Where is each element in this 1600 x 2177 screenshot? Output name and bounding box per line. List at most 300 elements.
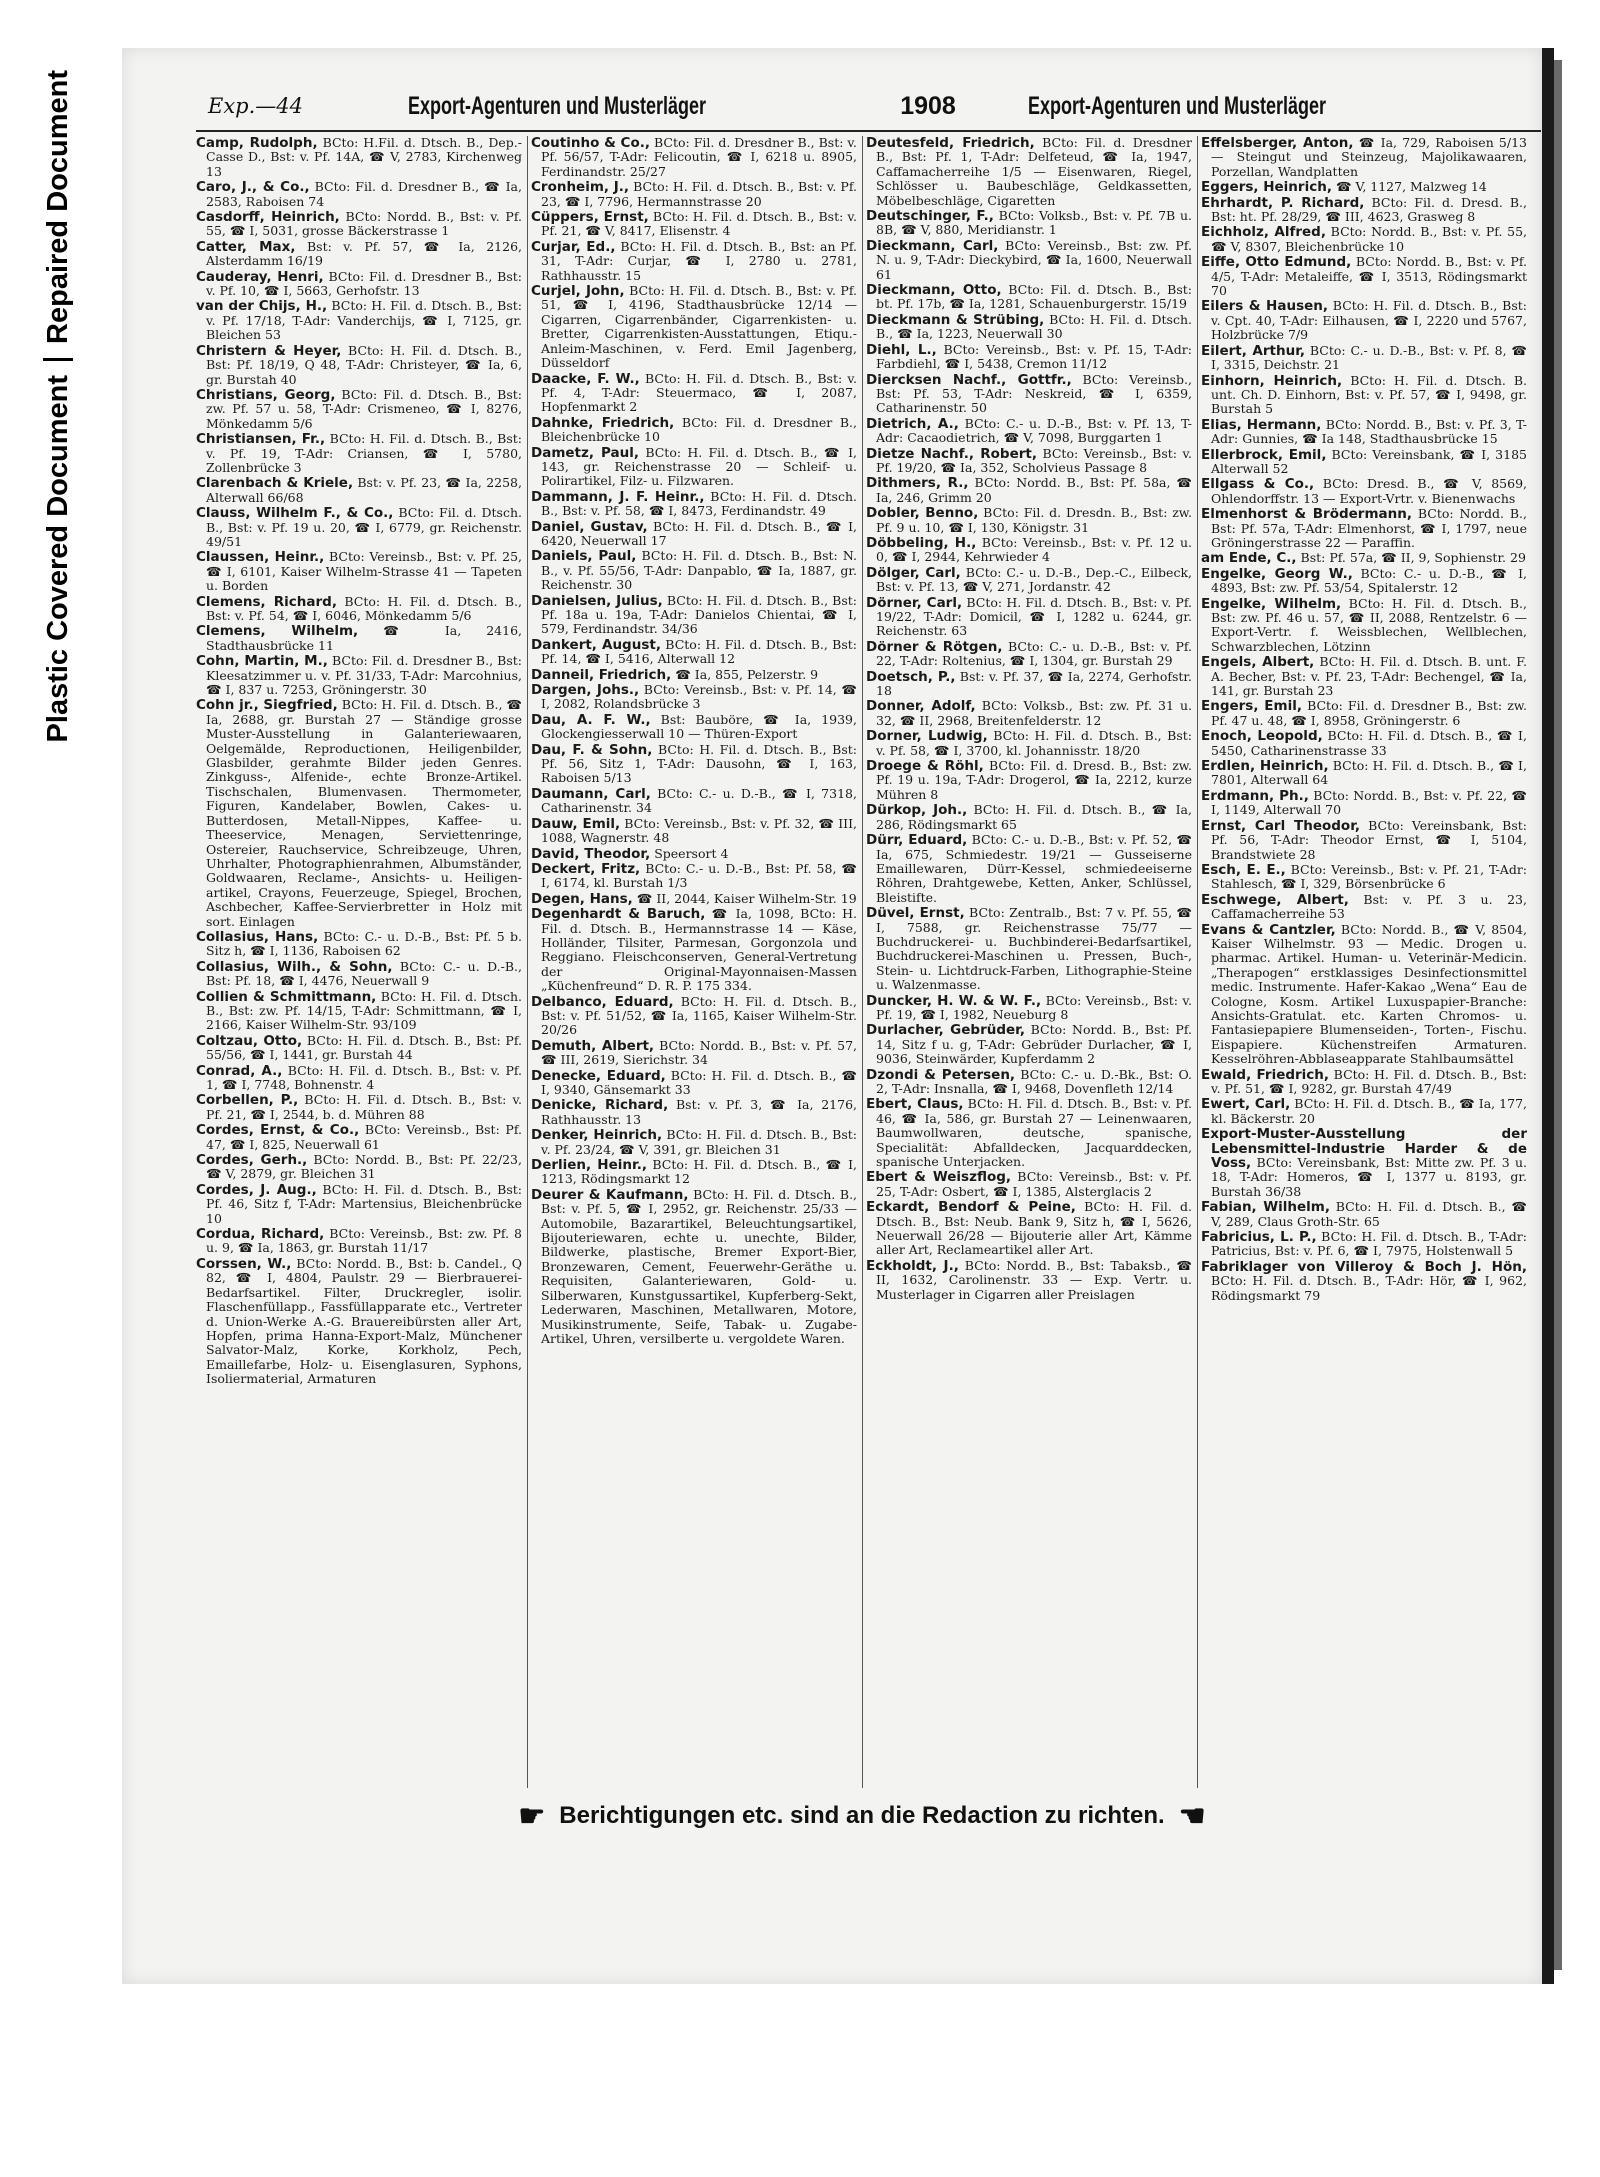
entry-name: Einhorn, Heinrich,	[1201, 372, 1343, 389]
entry-details: ☎ V, 1127, Malzweg 14	[1335, 179, 1487, 195]
directory-entry	[866, 417, 1192, 446]
directory-entry	[196, 240, 522, 269]
entry-details: BCto: H. Fil. d. Dtsch. B., ☎ I, 7801, Alterwall 64	[1211, 758, 1527, 788]
directory-entry	[866, 729, 1192, 758]
directory-entry	[531, 549, 857, 592]
directory-entry	[531, 743, 857, 786]
entry-details: BCto: H. Fil. d. Dtsch. B., Bst: an Pf. 31, T-Adr: Curjar, ☎ I, 2780 u. 2781, Rathhausstr. 15	[541, 238, 857, 283]
entry-name: Catter, Max,	[196, 238, 296, 255]
entry-details: BCto: Nordd. B., Bst: Pf. 58a, ☎ Ia, 246, Grimm 20	[876, 475, 1192, 505]
entry-name: Cohn, Martin, M.,	[196, 653, 328, 670]
entry-details: BCto: H. Fil. d. Dtsch. B., ☎ Ia, 177, kl. Bäckerstr. 20	[1211, 1096, 1527, 1126]
entry-name: Fabian, Wilhelm,	[1201, 1199, 1330, 1216]
directory-entry	[866, 1097, 1192, 1169]
entry-details: BCto: H. Fil. d. Dtsch. B., Bst: Neub. Bank 9, Sitz h, ☎ I, 5626, Neuerwall 26/28 — Bijouterie aller Art, Kämme aller Art, Reclameartikel aller Art.	[876, 1199, 1192, 1258]
entry-details: Speersort 4	[654, 845, 729, 861]
directory-entry	[531, 1188, 857, 1346]
directory-entry	[531, 1098, 857, 1127]
entry-name: Export-Muster-Ausstellung der Lebensmittel-Industrie Harder & de Voss,	[1201, 1126, 1527, 1172]
directory-entry	[531, 892, 857, 906]
entry-name: Eschwege, Albert,	[1201, 891, 1349, 908]
entry-name: Cauderay, Henri,	[196, 268, 324, 285]
entry-details: BCto: C.- u. D.-B., Bst: v. Pf. 13, T-Adr: Cacaodietrich, ☎ V, 7098, Burggarten 1	[876, 415, 1192, 446]
directory-entry	[196, 960, 522, 989]
entry-details: ☎ Ia, 855, Pelzerstr. 9	[675, 666, 819, 682]
directory-entry	[196, 210, 522, 239]
directory-entry	[866, 283, 1192, 312]
side-label-divider	[43, 358, 73, 361]
entry-details: BCto: Fil. d. Dresdner B., Bleichenbrücke 10	[541, 414, 857, 445]
entry-details: BCto: Fil. d. Dresdner B., Bst: v. Pf. 10, ☎ I, 5663, Gerhofstr. 13	[206, 268, 522, 299]
entry-name: Curjar, Ed.,	[531, 238, 616, 255]
directory-entry	[531, 594, 857, 637]
entry-name: Daacke, F. W.,	[531, 370, 640, 387]
directory-entry	[196, 1227, 522, 1256]
directory-entry	[1201, 196, 1527, 225]
directory-entry	[1201, 699, 1527, 728]
entry-name: Danielsen, Julius,	[531, 592, 663, 609]
entry-name: Eiffe, Otto Edmund,	[1201, 254, 1352, 271]
directory-entry	[531, 240, 857, 283]
entry-details: BCto: Vereinsb., Bst: zw. Pf. 8 u. 9, ☎ Ia, 1863, gr. Burstah 11/17	[206, 1226, 522, 1256]
entry-name: Dorner, Ludwig,	[866, 728, 988, 745]
entry-name: Denecke, Eduard,	[531, 1067, 666, 1084]
entry-details: BCto: Fil. d. Dresdner B., Bst: Pf. 1, T-Adr: Delfeteud, ☎ Ia, 1947, Caffamacherreihe 1/5 — Eisenwaren, Riegel, Schlösser u. Baubeschläge, Geldkassetten, Möbelbeschläge, Cigaretten	[876, 136, 1192, 208]
entry-details: BCto: H. Fil. d. Dtsch. B., Bst: v. Pf. 23/24, ☎ V, 391, gr. Bleichen 31	[541, 1127, 857, 1157]
directory-entry	[196, 1034, 522, 1063]
entry-name: Daumann, Carl,	[531, 785, 651, 802]
entry-details: BCto: Vereinsb., Bst: v. Pf. 25, T-Adr: Osbert, ☎ I, 1385, Alsterglacis 2	[876, 1169, 1192, 1199]
entry-details: BCto: H. Fil. d. Dtsch. B. unt. Ch. D. Einhorn, Bst: v. Pf. 57, ☎ I, 9498, gr. Burstah 5	[1211, 372, 1527, 417]
entry-details: BCto: H. Fil. d. Dtsch. B., Bst: zw. Pf. 14/15, T-Adr: Schmittmann, ☎ I, 2166, Kaiser Wilhelm-Str. 93/109	[206, 988, 522, 1033]
entry-details: BCto: C.- u. D.-B., Bst: v. Pf. 52, ☎ Ia, 675, Schmiedestr. 19/21 — Gusseiserne Emaillewaren, Dürr-Kessel, schmiedeeiserne Röhren, Drahtgewebe, Ketten, Anker, Schlüssel, Bleistifte.	[876, 832, 1192, 905]
entry-name: Engels, Albert,	[1201, 654, 1315, 671]
entry-name: Dammann, J. F. Heinr.,	[531, 488, 705, 505]
entry-name: Esch, E. E.,	[1201, 861, 1286, 878]
header-title-right: Export-Agenturen und Musterläger	[1028, 91, 1327, 120]
entry-name: Conrad, A.,	[196, 1062, 283, 1079]
directory-entry	[531, 817, 857, 846]
pointing-hand-left-icon: ☚	[1178, 1799, 1206, 1833]
entry-name: Degenhardt & Baruch,	[531, 906, 706, 923]
entry-name: Eilers & Hausen,	[1201, 298, 1329, 315]
directory-entry	[196, 654, 522, 697]
entry-name: Coutinho & Co.,	[531, 136, 650, 151]
entry-name: Collasius, Wilh., & Sohn,	[196, 958, 393, 975]
entry-name: Deckert, Fritz,	[531, 860, 641, 877]
directory-entry	[196, 1123, 522, 1152]
entry-details: BCto: H. Fil. d. Dtsch. B., ☎ I, 1213, Rödingsmarkt 12	[541, 1157, 857, 1187]
entry-details: BCto: H. Fil. d. Dtsch. B. unt. F. A. Becher, Bst: v. Pf. 23, T-Adr: Bechengel, ☎ Ia, 141, gr. Burstah 23	[1211, 654, 1527, 699]
entry-details: BCto: H. Fil. d. Dtsch. B., Bst: Pf. 14, ☎ I, 5416, Alterwall 12	[541, 636, 857, 667]
directory-entry	[866, 343, 1192, 372]
directory-entry	[1201, 1127, 1527, 1199]
entry-name: Derlien, Heinr.,	[531, 1157, 647, 1174]
entry-name: Dobler, Benno,	[866, 505, 979, 522]
directory-entry	[196, 270, 522, 299]
entry-details: Bst: v. Pf. 57, ☎ Ia, 2126, Alsterdamm 16/19	[206, 238, 522, 269]
directory-entry	[531, 1039, 857, 1068]
entry-name: Christiansen, Fr.,	[196, 431, 326, 448]
directory-entry	[1201, 374, 1527, 417]
entry-name: Dürr, Eduard,	[866, 832, 968, 849]
entry-name: Eckholdt, J.,	[866, 1257, 959, 1274]
entry-name: van der Chijs, H.,	[196, 298, 328, 315]
side-label-repaired: Repaired Document	[42, 70, 74, 344]
entry-name: Fabriklager von Villeroy & Boch J. Hön,	[1201, 1258, 1527, 1275]
entry-name: Diehl, L.,	[866, 341, 937, 358]
directory-entry	[531, 638, 857, 667]
entry-details: BCto: H. Fil. d. Dtsch. B., Bst: v. Pf. 58, ☎ I, 3700, kl. Johannisstr. 18/20	[876, 728, 1192, 758]
directory-entry	[531, 446, 857, 489]
entry-name: Effelsberger, Anton,	[1201, 136, 1354, 151]
directory-entry	[1201, 655, 1527, 698]
directory-entry	[531, 136, 857, 179]
entry-name: Cronheim, J.,	[531, 179, 630, 196]
side-tab-labels	[42, 70, 74, 1170]
directory-entry	[1201, 344, 1527, 373]
entry-name: Denicke, Richard,	[531, 1097, 669, 1114]
entry-details: Bst: Pf. 57a, ☎ II, 9, Sophienstr. 29	[1300, 550, 1526, 566]
directory-entry	[866, 699, 1192, 728]
entry-details: BCto: H. Fil. d. Dtsch. B., Bst: v. Pf. 5, ☎ I, 2952, gr. Reichenstr. 25/33 — Automobile, Bazarartikel, Beleuchtungsartikel, Bijouteriewaren, echte u. unechte, Bilder, Bildwerke, plastische, Bremer Export-Bier, Bronzewaren, Cement, Feuerwehr-Geräthe u. Requisiten, Galanteriewaren, Gold- u. Silberwaren, Kunstgussartikel, Kupferberg-Sekt, Lederwaren, Maschinen, Metallwaren, Motore, Musikinstrumente, Seife, Tabak- u. Zugabe-Artikel, Uhren, versilberte u. vergoldete Waren.	[541, 1186, 857, 1346]
entry-name: Deutschinger, F.,	[866, 208, 994, 225]
entry-name: Degen, Hans,	[531, 890, 633, 907]
entry-details: BCto: Fil. d. Dtsch. B., Bst: v. Pf. 19 u. 20, ☎ I, 6779, gr. Reichenstr. 49/51	[206, 505, 522, 549]
directory-entry	[866, 833, 1192, 905]
directory-entry	[866, 994, 1192, 1023]
directory-entry	[531, 862, 857, 891]
directory-entry	[531, 284, 857, 370]
entry-details: BCto: Nordd. B., Bst: v. Pf. 55, ☎ I, 5031, grosse Bäckerstrasse 1	[206, 209, 522, 239]
column-2	[531, 136, 857, 1788]
directory-entry	[1201, 477, 1527, 506]
entry-details: BCto: H. Fil. d. Dtsch. B., Bst: v. Cpt. 40, T-Adr: Eilhausen, ☎ I, 2220 und 5767, Holzbrücke 7/9	[1211, 298, 1527, 343]
directory-entry	[866, 506, 1192, 535]
entry-details: BCto: Vereinsbank, Bst: Pf. 56, T-Adr: Theodor Ernst, ☎ I, 5104, Brandstwiete 28	[1211, 817, 1527, 862]
entry-name: Eckardt, Bendorf & Peine,	[866, 1199, 1076, 1216]
entry-name: Cordua, Richard,	[196, 1226, 325, 1243]
entry-name: Dau, A. F. W.,	[531, 711, 651, 728]
entry-details: BCto: H. Fil. d. Dtsch. B., Bst: v. Pf. 58, ☎ I, 8473, Ferdinandstr. 49	[541, 488, 857, 519]
directory-entry	[196, 624, 522, 653]
directory-entry	[1201, 923, 1527, 1067]
entry-name: Clauss, Wilhelm F., & Co.,	[196, 505, 394, 522]
entry-details: ☎ Ia, 729, Raboisen 5/13 — Steingut und Steinzeug, Majolikawaaren, Porzellan, Wandplatten	[1211, 136, 1527, 179]
directory-entry	[1201, 255, 1527, 298]
directory-entry	[866, 640, 1192, 669]
directory-entry	[196, 299, 522, 342]
column-4	[1201, 136, 1527, 1788]
entry-name: Clemens, Richard,	[196, 593, 337, 610]
entry-details: BCto: H. Fil. d. Dtsch. B., Bst: v. Pf. 21, ☎ V, 8417, Elisenstr. 4	[541, 209, 857, 239]
entry-details: BCto: Nordd. B., Bst: v. Pf. 4/5, T-Adr: Metaleiffe, ☎ I, 3513, Rödingsmarkt 70	[1211, 254, 1527, 299]
entry-name: Deutesfeld, Friedrich,	[866, 136, 1035, 151]
entry-name: Dauw, Emil,	[531, 815, 621, 832]
directory-entry	[1201, 729, 1527, 758]
entry-details: BCto: Nordd. B., Bst: Pf. 57a, T-Adr: Elmenhorst, ☎ I, 1797, neue Gröningerstrasse 22 — Paraffin.	[1211, 506, 1527, 550]
entry-details: Bst: v. Pf. 3, ☎ Ia, 2176, Rathhausstr. 13	[541, 1097, 857, 1127]
entry-details: BCto: H. Fil. d. Dtsch. B., Bst: N. B., v. Pf. 55/56, T-Adr: Danpablo, ☎ Ia, 1887, gr. Reichenstr. 30	[541, 548, 857, 593]
entry-details: BCto: H. Fil. d. Dtsch. B., Bst: Pf. 56, Sitz 1, T-Adr: Dausohn, ☎ I, 163, Raboisen 5/13	[541, 741, 857, 786]
entry-name: Engers, Emil,	[1201, 698, 1302, 715]
directory-entry	[531, 847, 857, 861]
directory-entry	[1201, 180, 1527, 194]
entry-details: BCto: Vereinsb., Bst: v. Pf. 15, T-Adr: Farbdiehl, ☎ I, 5438, Cremon 11/12	[876, 341, 1192, 372]
entry-name: Eichholz, Alfred,	[1201, 224, 1326, 241]
entry-name: Dietze Nachf., Robert,	[866, 445, 1037, 462]
header-year: 1908	[900, 91, 956, 120]
entry-details: BCto: C.- u. D.-B., ☎ I, 4893, Bst: zw. Pf. 53/54, Spitalerstr. 12	[1211, 565, 1527, 596]
directory-entry	[1201, 597, 1527, 655]
entry-details: Bst: Bauböre, ☎ Ia, 1939, Glockengiesserwall 10 — Thüren-Export	[541, 711, 857, 742]
entry-name: Dölger, Carl,	[866, 564, 961, 581]
entry-name: Dieckmann & Strübing,	[866, 311, 1045, 328]
entry-name: Casdorff, Heinrich,	[196, 209, 340, 226]
entry-name: Dametz, Paul,	[531, 444, 640, 461]
directory-entry	[531, 907, 857, 993]
entry-details: BCto: Fil. d. Dresdner B., ☎ Ia, 2583, Raboisen 74	[206, 179, 522, 209]
entry-details: BCto: Vereinsb., Bst: v. Pf. 19/20, ☎ Ia, 352, Scholvieus Passage 8	[876, 445, 1192, 475]
entry-details: BCto: Vereinsb., Bst: v. Pf. 12 u. 0, ☎ I, 2944, Kehrwieder 4	[876, 534, 1192, 565]
entry-name: Diercksen Nachf., Gottfr.,	[866, 371, 1072, 388]
directory-entry	[866, 1068, 1192, 1097]
entry-details: BCto: Vereinsb., Bst: v. Pf. 19, ☎ I, 1982, Neueburg 8	[876, 992, 1192, 1022]
directory-entry	[531, 1128, 857, 1157]
directory-entry	[196, 1183, 522, 1226]
directory-entry	[1201, 507, 1527, 550]
entry-details: BCto: Nordd. B., Bst: Tabaksb., ☎ II, 1632, Carolinenstr. 33 — Exp. Vertr. u. Musterlager in Cigarren aller Preislagen	[876, 1257, 1192, 1302]
entry-details: BCto: Fil. d. Dtsch. B., Bst: zw. Pf. 57 u. 58, T-Adr: Crismeneo, ☎ I, 8276, Mönkedamm 5/6	[206, 386, 522, 431]
entry-details: BCto: H. Fil. d. Dtsch. B., Bst: v. Pf. 51/52, ☎ Ia, 1165, Kaiser Wilhelm-Str. 20/26	[541, 993, 857, 1038]
entry-name: Durlacher, Gebrüder,	[866, 1022, 1025, 1039]
entry-details: BCto: H. Fil. d. Dtsch. B., Bst: Pf. 18/19, Q 48, T-Adr: Christeyer, ☎ Ia, 6, gr. Burstah 40	[206, 342, 522, 387]
entry-name: Cordes, Ernst, & Co.,	[196, 1122, 360, 1139]
directory-entry	[196, 1153, 522, 1182]
directory-entry	[866, 239, 1192, 282]
directory-entry	[1201, 819, 1527, 862]
entry-name: Dieckmann, Otto,	[866, 282, 1002, 299]
directory-entry	[196, 180, 522, 209]
entry-details: BCto: H. Fil. d. Dtsch. B., Bst: Pf. 55/56, ☎ I, 1441, gr. Burstah 44	[206, 1032, 522, 1063]
entry-details: BCto: C.- u. D.-B., ☎ I, 7318, Catharinenstr. 34	[541, 785, 857, 816]
entry-details: BCto: C.- u. D.-B., Bst: v. Pf. 22, T-Adr: Roltenius, ☎ I, 1304, gr. Burstah 29	[876, 638, 1192, 669]
entry-name: Duncker, H. W. & W. F.,	[866, 992, 1042, 1009]
entry-name: Ellerbrock, Emil,	[1201, 446, 1327, 463]
entry-name: Ebert, Claus,	[866, 1096, 964, 1113]
entry-name: Doetsch, P.,	[866, 668, 956, 685]
entry-name: Dahnke, Friedrich,	[531, 414, 675, 431]
side-label-plastic-covered: Plastic Covered Document	[42, 374, 74, 743]
entry-details: BCto: Fil. d. Dtsch. B., Bst: bt. Pf. 17b, ☎ Ia, 1281, Schauenburgerstr. 15/19	[876, 282, 1192, 312]
entry-details: BCto: Fil. d. Dresdn. B., Bst: zw. Pf. 9 u. 10, ☎ I, 130, Königstr. 31	[876, 505, 1192, 535]
entry-name: Evans & Cantzler,	[1201, 921, 1336, 938]
directory-entry	[1201, 1097, 1527, 1126]
entry-details: BCto: Vereinsb., Bst: v. Pf. 21, T-Adr: Stahlesch, ☎ I, 329, Börsenbrücke 6	[1211, 861, 1527, 892]
footer-notice	[412, 1799, 1312, 1833]
entry-name: Eggers, Heinrich,	[1201, 179, 1332, 196]
directory-entry	[196, 506, 522, 549]
column-rule	[527, 136, 528, 1788]
directory-entry	[196, 476, 522, 505]
entry-name: Dürkop, Joh.,	[866, 802, 968, 819]
entry-details: BCto: H. Fil. d. Dtsch. B., ☎ Ia, 2688, gr. Burstah 27 — Ständige grosse Muster-Ausstellung in Galanteriewaaren, Oelgemälde, Reproductionen, Heiligenbilder, Glasbilder, gerahmte Bilder jeden Genres. Zinkguss-, Alfenide-, echte Bronze-Artikel. Tischschalen, Blumenvasen. Thermometer, Figuren, Kandelaber, Bowlen, Cakes- u. Butterdosen, Metall-Nippes, Kaffee- u. Theeservice, Menagen, Serviettenringe, Ostereier, Rauchservice, Schreibzeuge, Uhren, Uhrhalter, Photographienrahmen, Albumständer, Goldwaaren, Reclame-, Ansichts- u. Heiligen-artikel, Crayons, Feuerzeuge, Spiegel, Brochen, Aschbecher, Kaffee-Servierbretter in Holz mit sort. Einlagen	[206, 697, 522, 929]
entry-details: BCto: H. Fil. d. Dtsch. B., Bst: v. Pf. 46, ☎ Ia, 586, gr. Burstah 27 — Leinenwaaren, Baumwollwaren, deutsche, spanische, Specialität: Abfalldecken, Jacquarddecken, spanische Unterjacken.	[876, 1096, 1192, 1170]
entry-name: Collasius, Hans,	[196, 928, 319, 945]
entry-name: Cordes, Gerh.,	[196, 1152, 308, 1169]
entry-name: Erdmann, Ph.,	[1201, 787, 1309, 804]
entry-name: Danneil, Friedrich,	[531, 666, 672, 683]
directory-entry	[866, 906, 1192, 992]
entry-details: BCto: H. Fil. d. Dtsch. B., Bst: v. Pf. 21, ☎ I, 2544, b. d. Mühren 88	[206, 1092, 522, 1122]
entry-details: BCto: C.- u. D.-B., Bst: Pf. 58, ☎ I, 6174, kl. Burstah 1/3	[541, 860, 857, 891]
entry-details: BCto: Vereinsb., Bst: zw. Pf. N. u. 9, T-Adr: Dieckybird, ☎ Ia, 1600, Neuerwall 61	[876, 237, 1192, 282]
directory-entry	[196, 595, 522, 624]
directory-entry	[196, 388, 522, 431]
entry-name: Ernst, Carl Theodor,	[1201, 817, 1361, 834]
directory-entry	[1201, 567, 1527, 596]
entry-name: Deurer & Kaufmann,	[531, 1186, 689, 1203]
entry-name: Ellgass & Co.,	[1201, 476, 1315, 493]
directory-entry	[196, 136, 522, 179]
entry-name: Camp, Rudolph,	[196, 136, 318, 151]
column-rule	[1197, 136, 1198, 1788]
directory-entry	[196, 1093, 522, 1122]
entry-name: Ebert & Weiszflog,	[866, 1169, 1012, 1186]
directory-entry	[1201, 1260, 1527, 1303]
entry-name: Cordes, J. Aug.,	[196, 1181, 317, 1198]
entry-name: Cüppers, Ernst,	[531, 209, 649, 226]
entry-name: Dankert, August,	[531, 636, 661, 653]
directory-entry	[1201, 448, 1527, 477]
entry-details: BCto: Vereinsb., Bst: v. Pf. 14, ☎ I, 2082, Rolandsbrücke 3	[541, 682, 857, 712]
directory-entry	[196, 698, 522, 929]
directory-entry	[866, 670, 1192, 699]
directory-entry	[531, 520, 857, 549]
entry-details: BCto: Nordd. B., Bst: v. Pf. 22, ☎ I, 1149, Alterwall 70	[1211, 787, 1527, 818]
entry-details: BCto: Vereinsb., Bst: v. Pf. 32, ☎ III, 1088, Wagnerstr. 48	[541, 815, 857, 846]
entry-name: am Ende, C.,	[1201, 550, 1297, 567]
entry-name: Daniel, Gustav,	[531, 518, 648, 535]
entry-name: Düvel, Ernst,	[866, 905, 965, 922]
directory-entry	[866, 803, 1192, 832]
directory-entry	[1201, 863, 1527, 892]
entry-details: BCto: H. Fil. d. Dtsch. B., ☎ I, 9340, Gänsemarkt 33	[541, 1067, 857, 1097]
entry-details: BCto: Vereinsb., Bst: v. Pf. 25, ☎ I, 6101, Kaiser Wilhelm-Strasse 41 — Tapeten u. Borden	[206, 549, 522, 594]
directory-entry	[1201, 551, 1527, 565]
directory-entry	[196, 550, 522, 593]
directory-entry	[531, 490, 857, 519]
entry-details: BCto: Volksb., Bst: zw. Pf. 31 u. 32, ☎ II, 2968, Breitenfelderstr. 12	[876, 698, 1192, 728]
footer-text: Berichtigungen etc. sind an die Redaction zu richten.	[559, 1802, 1165, 1829]
entry-name: Demuth, Albert,	[531, 1037, 655, 1054]
entry-details: BCto: H. Fil. d. Dtsch. B., ☎ V, 289, Claus Groth-Str. 65	[1211, 1199, 1527, 1229]
entry-name: David, Theodor,	[531, 845, 651, 862]
entry-details: BCto: H. Fil. d. Dtsch. B., Bst: v. Pf. 54, ☎ I, 6046, Mönkedamm 5/6	[206, 593, 522, 623]
side-tab	[0, 0, 88, 1245]
entry-name: Corssen, W.,	[196, 1255, 292, 1272]
entry-details: BCto: H. Fil. d. Dtsch. B., Bst: v. Pf. 4, T-Adr: Steuermaco, ☎ I, 2087, Hopfenmarkt 2	[541, 370, 857, 415]
entry-name: Collien & Schmittmann,	[196, 988, 377, 1005]
entry-name: Döbbeling, H.,	[866, 534, 977, 551]
entry-details: BCto: H. Fil. d. Dtsch. B., Bst: v. Pf. 51, ☎ I, 4196, Stadthausbrücke 12/14 — Cigarren, Cigarrenbänder, Cigarrenkisten- u. Bretter, Cigarrenkisten-Ausstattungen, Etiqu.-Anleim-Maschinen, v. Ferd. Emil Jagenberg, Düsseldorf	[541, 283, 857, 371]
entry-name: Corbellen, P.,	[196, 1092, 299, 1109]
directory-entry	[1201, 136, 1527, 179]
directory-entry	[866, 1200, 1192, 1258]
directory-entry	[866, 1170, 1192, 1199]
directory-entry	[866, 447, 1192, 476]
entry-details: BCto: H. Fil. d. Dtsch. B., ☎ I, 5450, Catharinenstrasse 33	[1211, 728, 1527, 758]
entry-details: BCto: C.- u. D.-B., Bst: Pf. 5 b. Sitz h, ☎ I, 1136, Raboisen 62	[206, 928, 522, 959]
entry-name: Delbanco, Eduard,	[531, 993, 674, 1010]
entry-details: BCto: Fil. d. Dresdner B., Bst: zw. Pf. 47 u. 48, ☎ I, 8958, Gröningerstr. 6	[1211, 698, 1527, 728]
directory-entry	[866, 1259, 1192, 1302]
entry-name: Dörner, Carl,	[866, 594, 963, 611]
directory-entry	[1201, 1200, 1527, 1229]
entry-details: BCto: H. Fil. d. Dtsch. B., Bst: zw. Pf. 46 u. 57, ☎ II, 2088, Rentzelstr. 6 — Export-Vertr. f. Weissblechen, Wellblechen, Schwarzblechen, Lötzinn	[1211, 595, 1527, 654]
entry-details: BCto: Nordd. B., Bst: Pf. 14, Sitz f u. g, T-Adr: Gebrüder Durlacher, ☎ I, 9036, Steinwärder, Kupferdamm 2	[876, 1022, 1192, 1067]
entry-name: Dau, F. & Sohn,	[531, 741, 653, 758]
column-1	[196, 136, 522, 1788]
directory-entry	[196, 930, 522, 959]
entry-name: Engelke, Wilhelm,	[1201, 595, 1342, 612]
directory-entry	[531, 180, 857, 209]
entry-details: BCto: H. Fil. d. Dtsch. B., ☎ I, 143, gr. Reichenstrasse 20 — Schleif- u. Polirartikel, Filz- u. Filzwaren.	[541, 444, 857, 489]
entry-details: BCto: Zentralb., Bst: 7 v. Pf. 55, ☎ I, 7588, gr. Reichenstrasse 75/77 — Buchdruckerei- u. Buchbinderei-Bedarfsartikel, Buchdruckerei-Maschinen u. Pressen, Buch-, Stein- u. Lichtdruck-Farben, Lithographie-Steine u. Walzenmasse.	[876, 905, 1192, 993]
directory-entry	[531, 683, 857, 712]
directory-entry	[1201, 225, 1527, 254]
entry-details: BCto: Nordd. B., Bst: Pf. 22/23, ☎ V, 2879, gr. Bleichen 31	[206, 1152, 522, 1182]
entry-details: BCto: Volksb., Bst: v. Pf. 7B u. 8B, ☎ V, 880, Meridianstr. 1	[876, 208, 1192, 238]
directory-entry	[866, 313, 1192, 342]
entry-name: Elias, Hermann,	[1201, 416, 1322, 433]
directory-entry	[1201, 418, 1527, 447]
entry-details: BCto: H. Fil. d. Dtsch. B., T-Adr: Hör, ☎ I, 962, Rödingsmarkt 79	[1211, 1273, 1527, 1303]
directory-entry	[196, 432, 522, 475]
entry-details: BCto: H. Fil. d. Dtsch. B., ☎ I, 6420, Neuerwall 17	[541, 518, 857, 548]
entry-details: BCto: H. Fil. d. Dtsch. B., ☎ Ia, 1223, Neuerwall 30	[876, 311, 1192, 342]
directory-entry	[866, 566, 1192, 595]
entry-name: Ewald, Friedrich,	[1201, 1066, 1330, 1083]
column-rule	[862, 136, 863, 1788]
entry-name: Christern & Heyer,	[196, 342, 342, 359]
entry-details: BCto: H. Fil. d. Dtsch. B., Bst: Pf. 46, Sitz f, T-Adr: Martensius, Bleichenbrücke 10	[206, 1181, 522, 1226]
page-header	[208, 88, 1538, 124]
directory-entry	[531, 995, 857, 1038]
pointing-hand-right-icon: ☛	[518, 1799, 546, 1833]
entry-details: ☎ Ia, 2416, Stadthausbrücke 11	[206, 623, 522, 653]
entry-details: BCto: Nordd. B., ☎ V, 8504, Kaiser Wilhelmstr. 93 — Medic. Drogen u. pharmac. Artikel. Human- u. Veterinär-Medicin. „Therapogen“ erstklassiges Desinfectionsmittel medic. Instrumente. Hafer-Kakao „Wena“ Eau de Cologne, Kosm. Artikel Luxuspapier-Branche: Ansichts-Gratulat. etc. Karten Chromos- u. Fantasiepapiere Blumenseiden-, Torten-, Fischu. Eispapiere. Küchenstreifen Armaturen. Kesselröhren-Abblaseapparate Stahlbaumsättel	[1211, 921, 1527, 1067]
entry-name: Dörner & Rötgen,	[866, 638, 1003, 655]
entry-details: BCto: H. Fil. d. Dtsch. B., Bst: v. Pf. 19/22, T-Adr: Domicil, ☎ I, 1282 u. 6244, gr. Reichenstr. 63	[876, 594, 1192, 639]
entry-details: BCto: H. Fil. d. Dtsch. B., Bst: v. Pf. 19, T-Adr: Criansen, ☎ I, 5780, Zollenbrücke 3	[206, 431, 522, 475]
entry-name: Curjel, John,	[531, 283, 625, 300]
entry-details: BCto: H. Fil. d. Dtsch. B., ☎ Ia, 286, Rödingsmarkt 65	[876, 802, 1192, 832]
entry-name: Dithmers, R.,	[866, 475, 969, 492]
directory-entry	[866, 136, 1192, 208]
entry-details: Bst: v. Pf. 3 u. 23, Caffamacherreihe 53	[1211, 891, 1527, 922]
entry-details: BCto: C.- u. D.-B., Bst: Pf. 18, ☎ I, 4476, Neuerwall 9	[206, 958, 522, 989]
scanned-page	[122, 48, 1542, 1984]
entry-details: BCto: H. Fil. d. Dtsch. B., Bst: v. Pf. 1, ☎ I, 7748, Bohnenstr. 4	[206, 1062, 522, 1092]
entry-details: BCto: H. Fil. d. Dtsch. B., Bst: v. Pf. 23, ☎ I, 7796, Hermannstrasse 20	[541, 179, 857, 209]
page-edge-shadow	[1540, 48, 1554, 1984]
entry-details: ☎ II, 2044, Kaiser Wilhelm-Str. 19	[636, 890, 857, 906]
entry-name: Clemens, Wilhelm,	[196, 623, 359, 640]
directory-entry	[531, 372, 857, 415]
column-3	[866, 136, 1192, 1788]
entry-details: BCto: C.- u. D.-B., Dep.-C., Eilbeck, Bst: v. Pf. 13, ☎ V, 271, Jordanstr. 42	[876, 564, 1192, 595]
